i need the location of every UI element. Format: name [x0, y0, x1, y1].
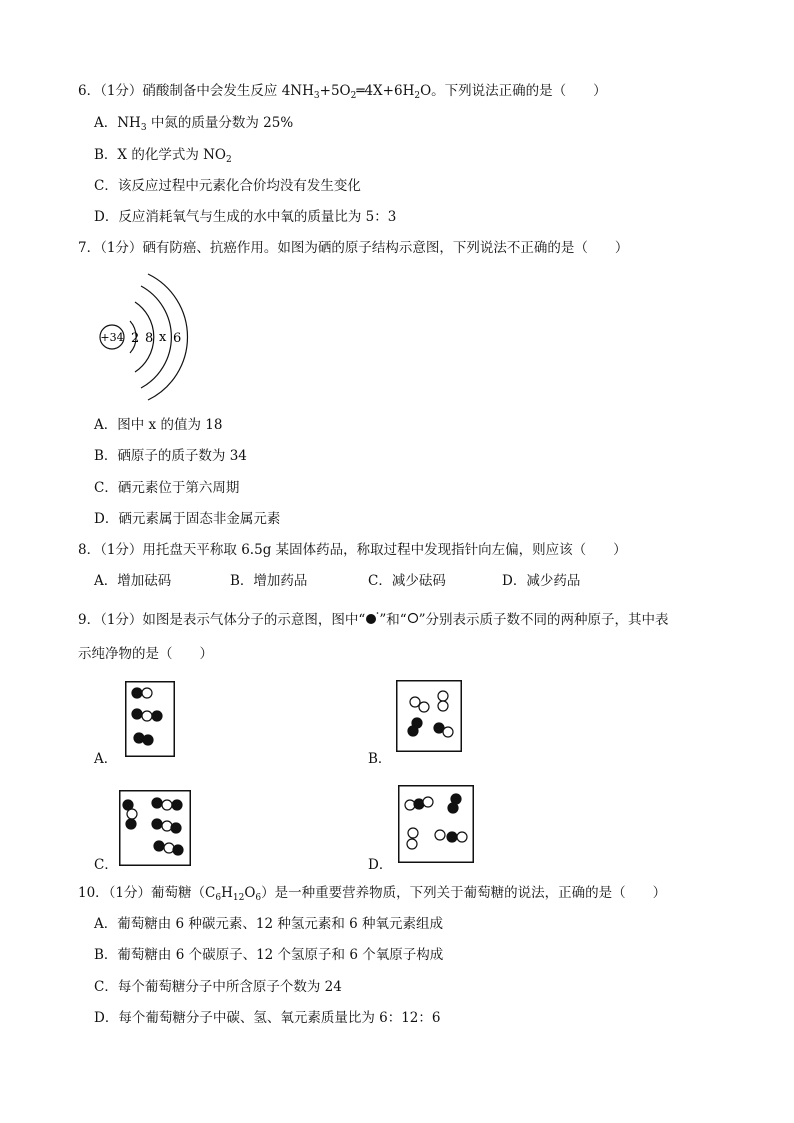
question-7-option-c: C．硒元素位于第六周期	[94, 480, 240, 496]
question-10-option-b: B．葡萄糖由 6 个碳原子、12 个氢原子和 6 个氧原子构成	[94, 947, 444, 963]
question-8-option-b: B．增加药品	[230, 573, 308, 589]
molecule-d-4	[435, 830, 467, 842]
question-10-option-d: D．每个葡萄糖分子中碳、氢、氧元素质量比为 6：12：6	[94, 1010, 441, 1026]
question-7-stem: 7．（1分）硒有防癌、抗癌作用。如图为硒的原子结构示意图，下列说法不正确的是（ ）	[78, 240, 629, 256]
molecule-box-a	[125, 681, 175, 757]
white-atom-icon	[407, 611, 419, 625]
shell-electrons-4: 6	[173, 331, 182, 346]
molecule-a-2	[132, 709, 162, 721]
question-6-stem: 6．（1分）硝酸制备中会发生反应 $4NH_3+5O_2═4X+6H_2O$。下列说法正确的是（ ）	[78, 83, 607, 101]
question-6-option-b: B．X 的化学式为 $NO_2$	[94, 147, 232, 165]
question-6-option-a: A．$NH_3$ 中氮的质量分数为 25%	[94, 115, 294, 133]
question-7-option-a: A．图中 x 的值为 18	[94, 417, 223, 433]
shell-electrons-2: 8	[145, 331, 154, 346]
question-8-option-d: D．减少药品	[502, 573, 581, 589]
question-6-option-c: C．该反应过程中元素化合价均没有发生变化	[94, 178, 361, 194]
black-atom-icon	[365, 611, 379, 625]
nucleus-charge: +34	[100, 331, 124, 344]
molecule-box-d	[398, 785, 474, 863]
shell-electrons-3: x	[159, 330, 167, 345]
question-8-stem: 8．（1分）用托盘天平称取 6.5g 某固体药品，称取过程中发现指针向左偏，则应该（ ）	[78, 542, 627, 558]
question-9-stem-line-2: 示纯净物的是（ ）	[78, 646, 213, 662]
question-10-stem: 10．（1分）葡萄糖$(C_6H_{12}O_6)$是一种重要营养物质，下列关于葡萄糖的说法，正确的是（ ）	[78, 885, 667, 903]
question-9-option-b-label: B．	[368, 751, 392, 767]
question-9-stem-line-1: 9．（1分）如图是表示气体分子的示意图，图中“ ”和“ ”分别表示质子数不同的两种原子，其中表	[78, 612, 669, 628]
question-8-option-a: A．增加砝码	[94, 573, 172, 589]
molecule-c-2	[152, 798, 182, 810]
molecule-box-c	[119, 790, 191, 866]
question-9-option-a-label: A．	[94, 751, 118, 767]
question-10-option-a: A．葡萄糖由 6 种碳元素、12 种氢元素和 6 种氧元素组成	[94, 916, 444, 932]
question-9-option-d-label: D．	[368, 857, 393, 873]
question-7-option-b: B．硒原子的质子数为 34	[94, 448, 247, 464]
shell-electrons-1: 2	[131, 331, 140, 346]
selenium-atom-structure-diagram	[96, 274, 206, 404]
molecule-box-b	[396, 680, 462, 752]
question-8-option-c: C．减少砝码	[368, 573, 446, 589]
question-6-option-d: D．反应消耗氧气与生成的水中氧的质量比为 5：3	[94, 209, 397, 225]
question-10-option-c: C．每个葡萄糖分子中所含原子个数为 24	[94, 979, 342, 995]
question-7-option-d: D．硒元素属于固态非金属元素	[94, 511, 281, 527]
question-9-option-c-label: C．	[94, 857, 118, 873]
